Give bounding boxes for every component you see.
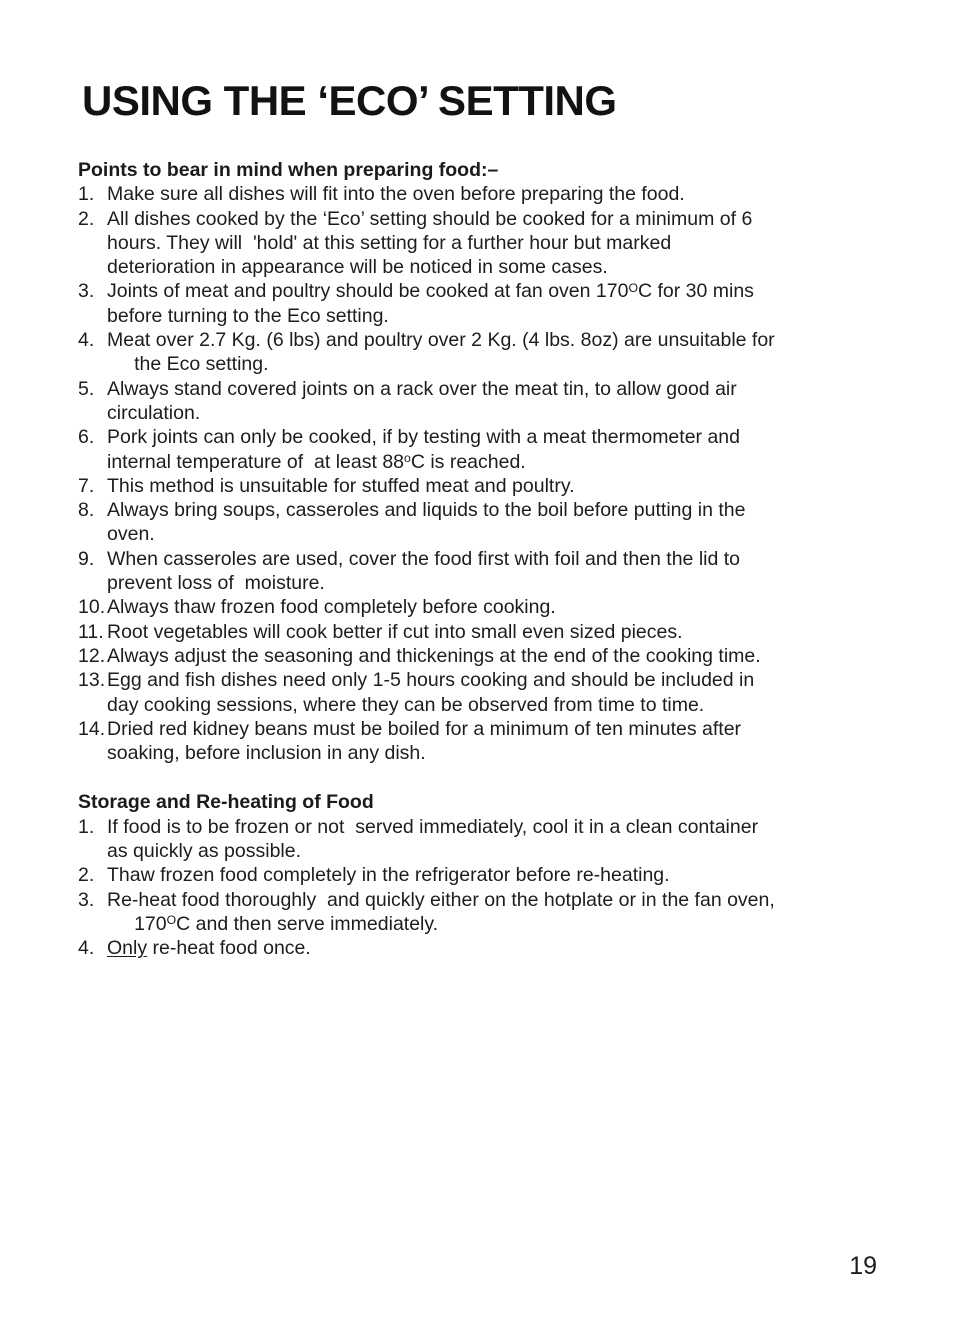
list-item: [78, 620, 890, 644]
list-item: [78, 936, 890, 960]
list-item: [78, 279, 890, 328]
item-number: 9.: [78, 547, 95, 570]
item-text: All dishes cooked by the ‘Eco’ setting should be cooked for a minimum of 6 hours. They will 'hold' at this setting for a further hour but marked deterioration in appearance will be noticed in some cases.: [107, 207, 753, 279]
storage-list: [78, 815, 890, 961]
superscript: O: [628, 280, 638, 295]
list-item: [78, 182, 890, 206]
item-number: 2.: [78, 207, 95, 230]
item-text: Meat over 2.7 Kg. (6 lbs) and poultry over 2 Kg. (4 lbs. 8oz) are unsuitable for the Eco setting.: [107, 329, 775, 376]
item-number: 10.: [78, 596, 106, 619]
points-section: [78, 158, 890, 765]
list-item: [78, 888, 890, 937]
item-number: 4.: [78, 937, 95, 960]
item-text: If food is to be frozen or not served immediately, cool it in a clean container as quickly as possible.: [107, 815, 759, 863]
list-item: [78, 547, 890, 596]
list-item: [78, 377, 890, 426]
list-item: [78, 595, 890, 619]
item-text: Egg and fish dishes need only 1-5 hours cooking and should be included in day cooking sessions, where they can be observed from time to time.: [107, 669, 755, 716]
item-number: 1.: [78, 183, 95, 206]
item-text: Thaw frozen food completely in the refrigerator before re-heating.: [107, 864, 670, 887]
points-list: [78, 182, 890, 765]
item-text: Root vegetables will cook better if cut into small even sized pieces.: [107, 620, 683, 643]
item-text: Dried red kidney beans must be boiled for a minimum of ten minutes after soaking, before inclusion in any dish.: [107, 717, 742, 765]
superscript: O: [166, 913, 177, 928]
item-text: Always stand covered joints on a rack over the meat tin, to allow good air circulation.: [107, 377, 737, 424]
item-number: 2.: [78, 864, 95, 887]
storage-section: [78, 790, 890, 960]
item-number: 8.: [78, 499, 95, 522]
list-item: [78, 644, 890, 668]
list-item: [78, 474, 890, 498]
list-item: [78, 668, 890, 717]
page-title: USING THE ‘ECO’ SETTING: [82, 77, 617, 124]
item-number: 1.: [78, 815, 95, 838]
item-text: Always bring soups, casseroles and liquids to the boil before putting in the oven.: [107, 499, 746, 546]
item-number: 3.: [78, 280, 95, 303]
superscript: o: [404, 451, 411, 466]
item-number: 6.: [78, 426, 95, 449]
item-number: 14.: [78, 717, 106, 740]
list-item: [78, 498, 890, 547]
list-item: [78, 328, 890, 377]
list-item: [78, 717, 890, 766]
item-text: Joints of meat and poultry should be cooked at fan oven $170^OC$ for 30 mins before turning to the Eco setting.: [107, 280, 754, 327]
item-number: 4.: [78, 329, 95, 352]
item-text: Re-heat food thoroughly and quickly either on the hotplate or in the fan oven, $170^OC$ and then serve immediately.: [107, 888, 775, 935]
page-number: 19: [849, 1252, 877, 1280]
list-item: [78, 425, 890, 474]
list-item: [78, 863, 890, 887]
item-number: 5.: [78, 377, 95, 400]
storage-heading: Storage and Re-heating of Food: [78, 791, 374, 814]
item-text: When casseroles are used, cover the food first with foil and then the lid to prevent loss of moisture.: [107, 547, 741, 595]
item-number: 11.: [78, 620, 104, 643]
points-heading: Points to bear in mind when preparing food:–: [78, 159, 499, 181]
underlined-word: Only: [107, 937, 148, 960]
item-text: Always thaw frozen food completely before cooking.: [107, 596, 556, 619]
item-number: 7.: [78, 474, 95, 497]
item-text: Pork joints can only be cooked, if by testing with a meat thermometer and internal temperature of at least 88$^o$C is reached.: [107, 426, 740, 473]
item-number: 13.: [78, 669, 106, 692]
item-number: 3.: [78, 888, 95, 911]
list-item: [78, 207, 890, 280]
item-text: This method is unsuitable for stuffed meat and poultry.: [107, 474, 575, 497]
item-text: Only re-heat food once.: [107, 937, 311, 960]
list-item: [78, 815, 890, 864]
item-text: Make sure all dishes will fit into the oven before preparing the food.: [107, 183, 685, 206]
item-number: 12.: [78, 644, 106, 667]
item-text: Always adjust the seasoning and thickenings at the end of the cooking time.: [107, 644, 761, 667]
